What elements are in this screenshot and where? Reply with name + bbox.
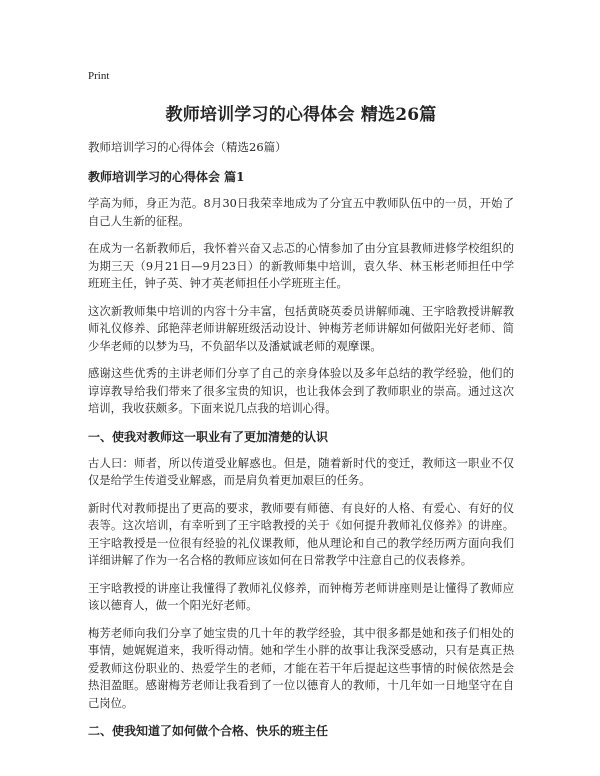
paragraph: 梅芳老师向我们分享了她宝贵的几十年的教学经验，其中很多都是她和孩子们相处的事情，她娓娓道来，我听得动情。她和学生小胖的故事让我深受感动，只有是真正热爱教师这份职业的、热爱学生的老师，才能在若干年后提起这些事情的时候依然是会热泪盈眶。感谢梅芳老师让我看到了一位以德育人的教师，十几年如一日地坚守在自己岗位。 xyxy=(88,626,514,710)
document-page xyxy=(88,70,514,749)
section-heading-2: 一、使我对教师这一职业有了更加清楚的认识 xyxy=(88,429,329,444)
paragraph: 学高为师，身正为范。8月30日我荣幸地成为了分宜五中教师队伍中的一员，开始了自己人生新的征程。 xyxy=(88,197,514,228)
section-heading-3: 二、使我知道了如何做个合格、快乐的班主任 xyxy=(88,724,329,738)
paragraph: 新时代对教师提出了更高的要求，教师要有师德、有良好的人格、有爱心、有好的仪表等。这次培训，有幸听到了王宇晗教授的关于《如何提升教师礼仪修养》的讲座。王宇晗教授是一位很有经验的礼仪课教师，他从理论和自己的教学经历两方面向我们详细讲解了作为一名合格的教师应该如何在日常教学中注意自己的仪表修养。 xyxy=(88,501,514,567)
paragraph: 在成为一名新教师后，我怀着兴奋又忐忑的心情参加了由分宜县教师进修学校组织的为期三天（9月21日—9月23日）的新教师集中培训，袁久华、林玉彬老师担任中学班班主任，钟子英、钟才英老师担任小学班班主任。 xyxy=(88,242,514,290)
paragraph: 古人曰：师者，所以传道受业解惑也。但是，随着新时代的变迁，教师这一职业不仅仅是给学生传道受业解惑，而是肩负着更加艰巨的任务。 xyxy=(88,456,514,487)
section-heading-1: 教师培训学习的心得体会 篇1 xyxy=(88,170,245,184)
page-title: 教师培训学习的心得体会 精选26篇 xyxy=(165,105,437,125)
paragraph: 这次新教师集中培训的内容十分丰富，包括黄晓英委员讲解师魂、王宇晗教授讲解教师礼仪修养、邱艳萍老师讲解班级活动设计、钟梅芳老师讲解如何做阳光好老师、简少华老师的以梦为马，不负韶华以及潘斌诚老师的观摩课。 xyxy=(88,304,514,353)
paragraph: 感谢这些优秀的主讲老师们分享了自己的亲身体验以及多年总结的教学经验，他们的谆谆教导给我们带来了很多宝贵的知识，也让我体会到了教师职业的崇高。通过这次培训，我收获颇多。下面来说几点我的培训心得。 xyxy=(88,367,514,415)
document-subtitle: 教师培训学习的心得体会（精选26篇） xyxy=(88,140,287,154)
print-link[interactable]: Print xyxy=(88,70,110,82)
paragraph: 王宇晗教授的讲座让我懂得了教师礼仪修养，而钟梅芳老师讲座则是让懂得了教师应该以德育人，做一个阳光好老师。 xyxy=(88,581,514,612)
